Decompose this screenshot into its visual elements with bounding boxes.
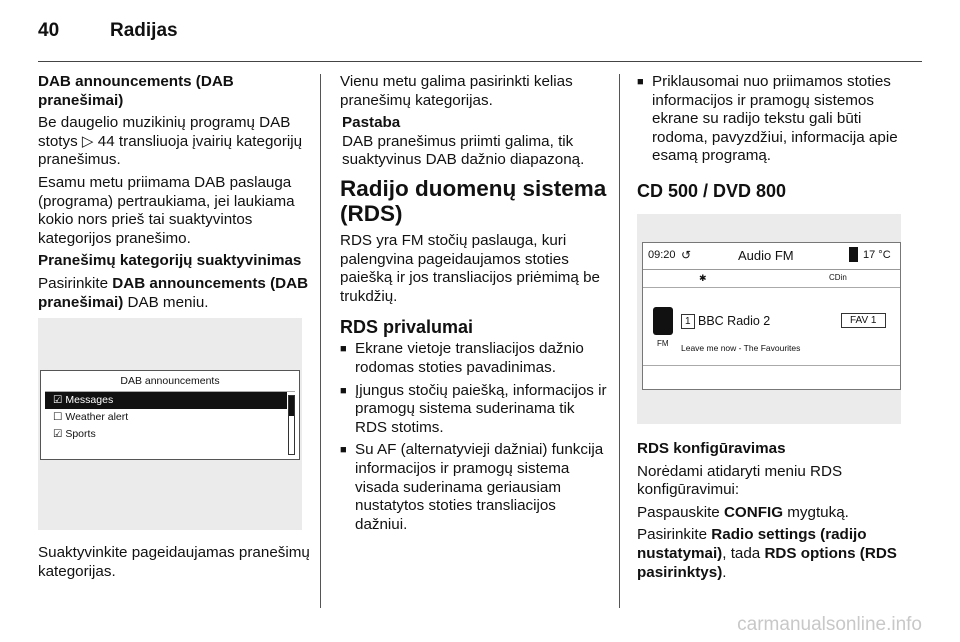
paragraph-open-menu: Norėdami atidaryti meniu RDS konfigūravimui:	[637, 462, 843, 499]
heading-dab-announcements: DAB announcements (DAB pranešimai)	[38, 73, 234, 109]
checkbox-empty-icon: ☐	[53, 411, 63, 423]
page-header	[38, 20, 178, 42]
bluetooth-icon: ✱	[699, 273, 707, 283]
heading-rds-advantages: RDS privalumai	[340, 317, 474, 338]
heading-rds: Radijo duomenų sistema (RDS)	[340, 175, 607, 226]
bullet-af: ■ Su AF (alternatyvieji dažniai) funkcija informacijos ir pramogų sistema visada suderinama geriausiam nustatytos stoties transliacijos dažniui.	[340, 441, 608, 534]
dab-announcements-menu	[40, 370, 300, 460]
column-3-lower	[637, 440, 909, 586]
clock: 09:20	[648, 249, 676, 261]
bullet-radio-text: ■ Priklausomai nuo priimamos stoties informacijos ir pramogų sistemos ekrane su radijo tekstu gali būti rodoma, pavyzdžiui, informacija apie esamą programą.	[637, 73, 909, 166]
column-1-footer	[38, 544, 310, 585]
note-text: DAB pranešimus priimti galima, tik suaktyvinus DAB dažnio diapazoną.	[342, 132, 585, 169]
display-top-bar	[643, 243, 900, 270]
fm-antenna-icon	[653, 307, 673, 335]
bullet-station-name: ■ Ekrane vietoje transliacijos dažnio rodomas stoties pavadinimas.	[340, 340, 608, 377]
thermometer-icon	[849, 247, 858, 262]
temperature: 17 °C	[863, 249, 891, 261]
cdin-label: CDin	[829, 273, 847, 282]
refresh-icon: ↺	[681, 248, 692, 262]
paragraph-multiple-categories: Vienu metu galima pasirinkti kelias pranešimų kategorijas.	[340, 73, 573, 109]
checkbox-checked-icon: ☑	[53, 428, 63, 440]
dab-item-messages[interactable]: ☑ Messages	[45, 392, 287, 409]
paragraph-press-config: Paspauskite CONFIG mygtuką.	[637, 503, 849, 521]
page-number: 40	[38, 20, 60, 41]
radio-text: Leave me now - The Favourites	[681, 343, 801, 353]
note-block	[340, 114, 608, 170]
column-divider-1	[320, 74, 321, 608]
preset-number: 1	[681, 314, 695, 329]
chapter-title: Radijas	[110, 20, 178, 41]
checkbox-checked-icon: ☑	[53, 394, 63, 406]
column-2	[340, 73, 608, 538]
paragraph-select-rds-options: Pasirinkite Radio settings (radijo nustatymai), tada RDS options (RDS pasirinktys).	[637, 526, 897, 581]
dab-scrollbar-thumb[interactable]	[289, 396, 294, 416]
dab-item-sports[interactable]: ☑ Sports	[53, 428, 96, 440]
paragraph-dab-intro: Be daugelio muzikinių programų DAB stotys ▷ 44 transliuoja įvairių kategorijų pranešimus.	[38, 114, 303, 169]
dab-menu-title: DAB announcements	[45, 371, 295, 392]
column-1	[38, 73, 310, 316]
heading-cd500-dvd800: CD 500 / DVD 800	[637, 180, 787, 201]
page-ref-arrow-icon: ▷	[81, 132, 94, 150]
paragraph-select-menu: Pasirinkite DAB announcements (DAB pranešimai) DAB meniu.	[38, 274, 309, 311]
heading-activate-categories: Pranešimų kategorijų suaktyvinimas	[38, 252, 302, 270]
note-title: Pastaba	[342, 114, 401, 132]
band-label: FM	[657, 339, 669, 348]
heading-rds-config: RDS konfigūravimas	[637, 440, 786, 457]
dab-scrollbar[interactable]	[288, 395, 295, 455]
paragraph-rds-intro: RDS yra FM stočių paslauga, kuri palengvina pageidaujamos stoties paiešką ir jos transliacijos priėmimą be trukdžių.	[340, 231, 600, 305]
audio-fm-display	[642, 242, 901, 390]
paragraph-dab-interrupt: Esamu metu priimama DAB paslauga (programa) pertraukiama, jei laukiama kokio nors prieš tai suaktyvintos kategorijos pranešimo.	[38, 173, 295, 247]
display-bottom-divider	[643, 365, 900, 366]
header-rule	[38, 61, 922, 62]
dab-item-weather-alert[interactable]: ☐ Weather alert	[53, 411, 129, 423]
paragraph-activate-desired: Suaktyvinkite pageidaujamas pranešimų kategorijas.	[38, 544, 310, 580]
display-divider	[643, 287, 900, 288]
column-3	[637, 73, 909, 204]
source-title: Audio FM	[738, 248, 794, 263]
bullet-station-search: ■ Įjungus stočių paiešką, informacijos ir pramogų sistema suderinama tik RDS stotims.	[340, 382, 608, 438]
station-name: BBC Radio 2	[698, 314, 771, 328]
fav-button[interactable]: FAV 1	[841, 313, 886, 328]
watermark: carmanualsonline.info	[737, 614, 922, 635]
column-divider-2	[619, 74, 620, 608]
